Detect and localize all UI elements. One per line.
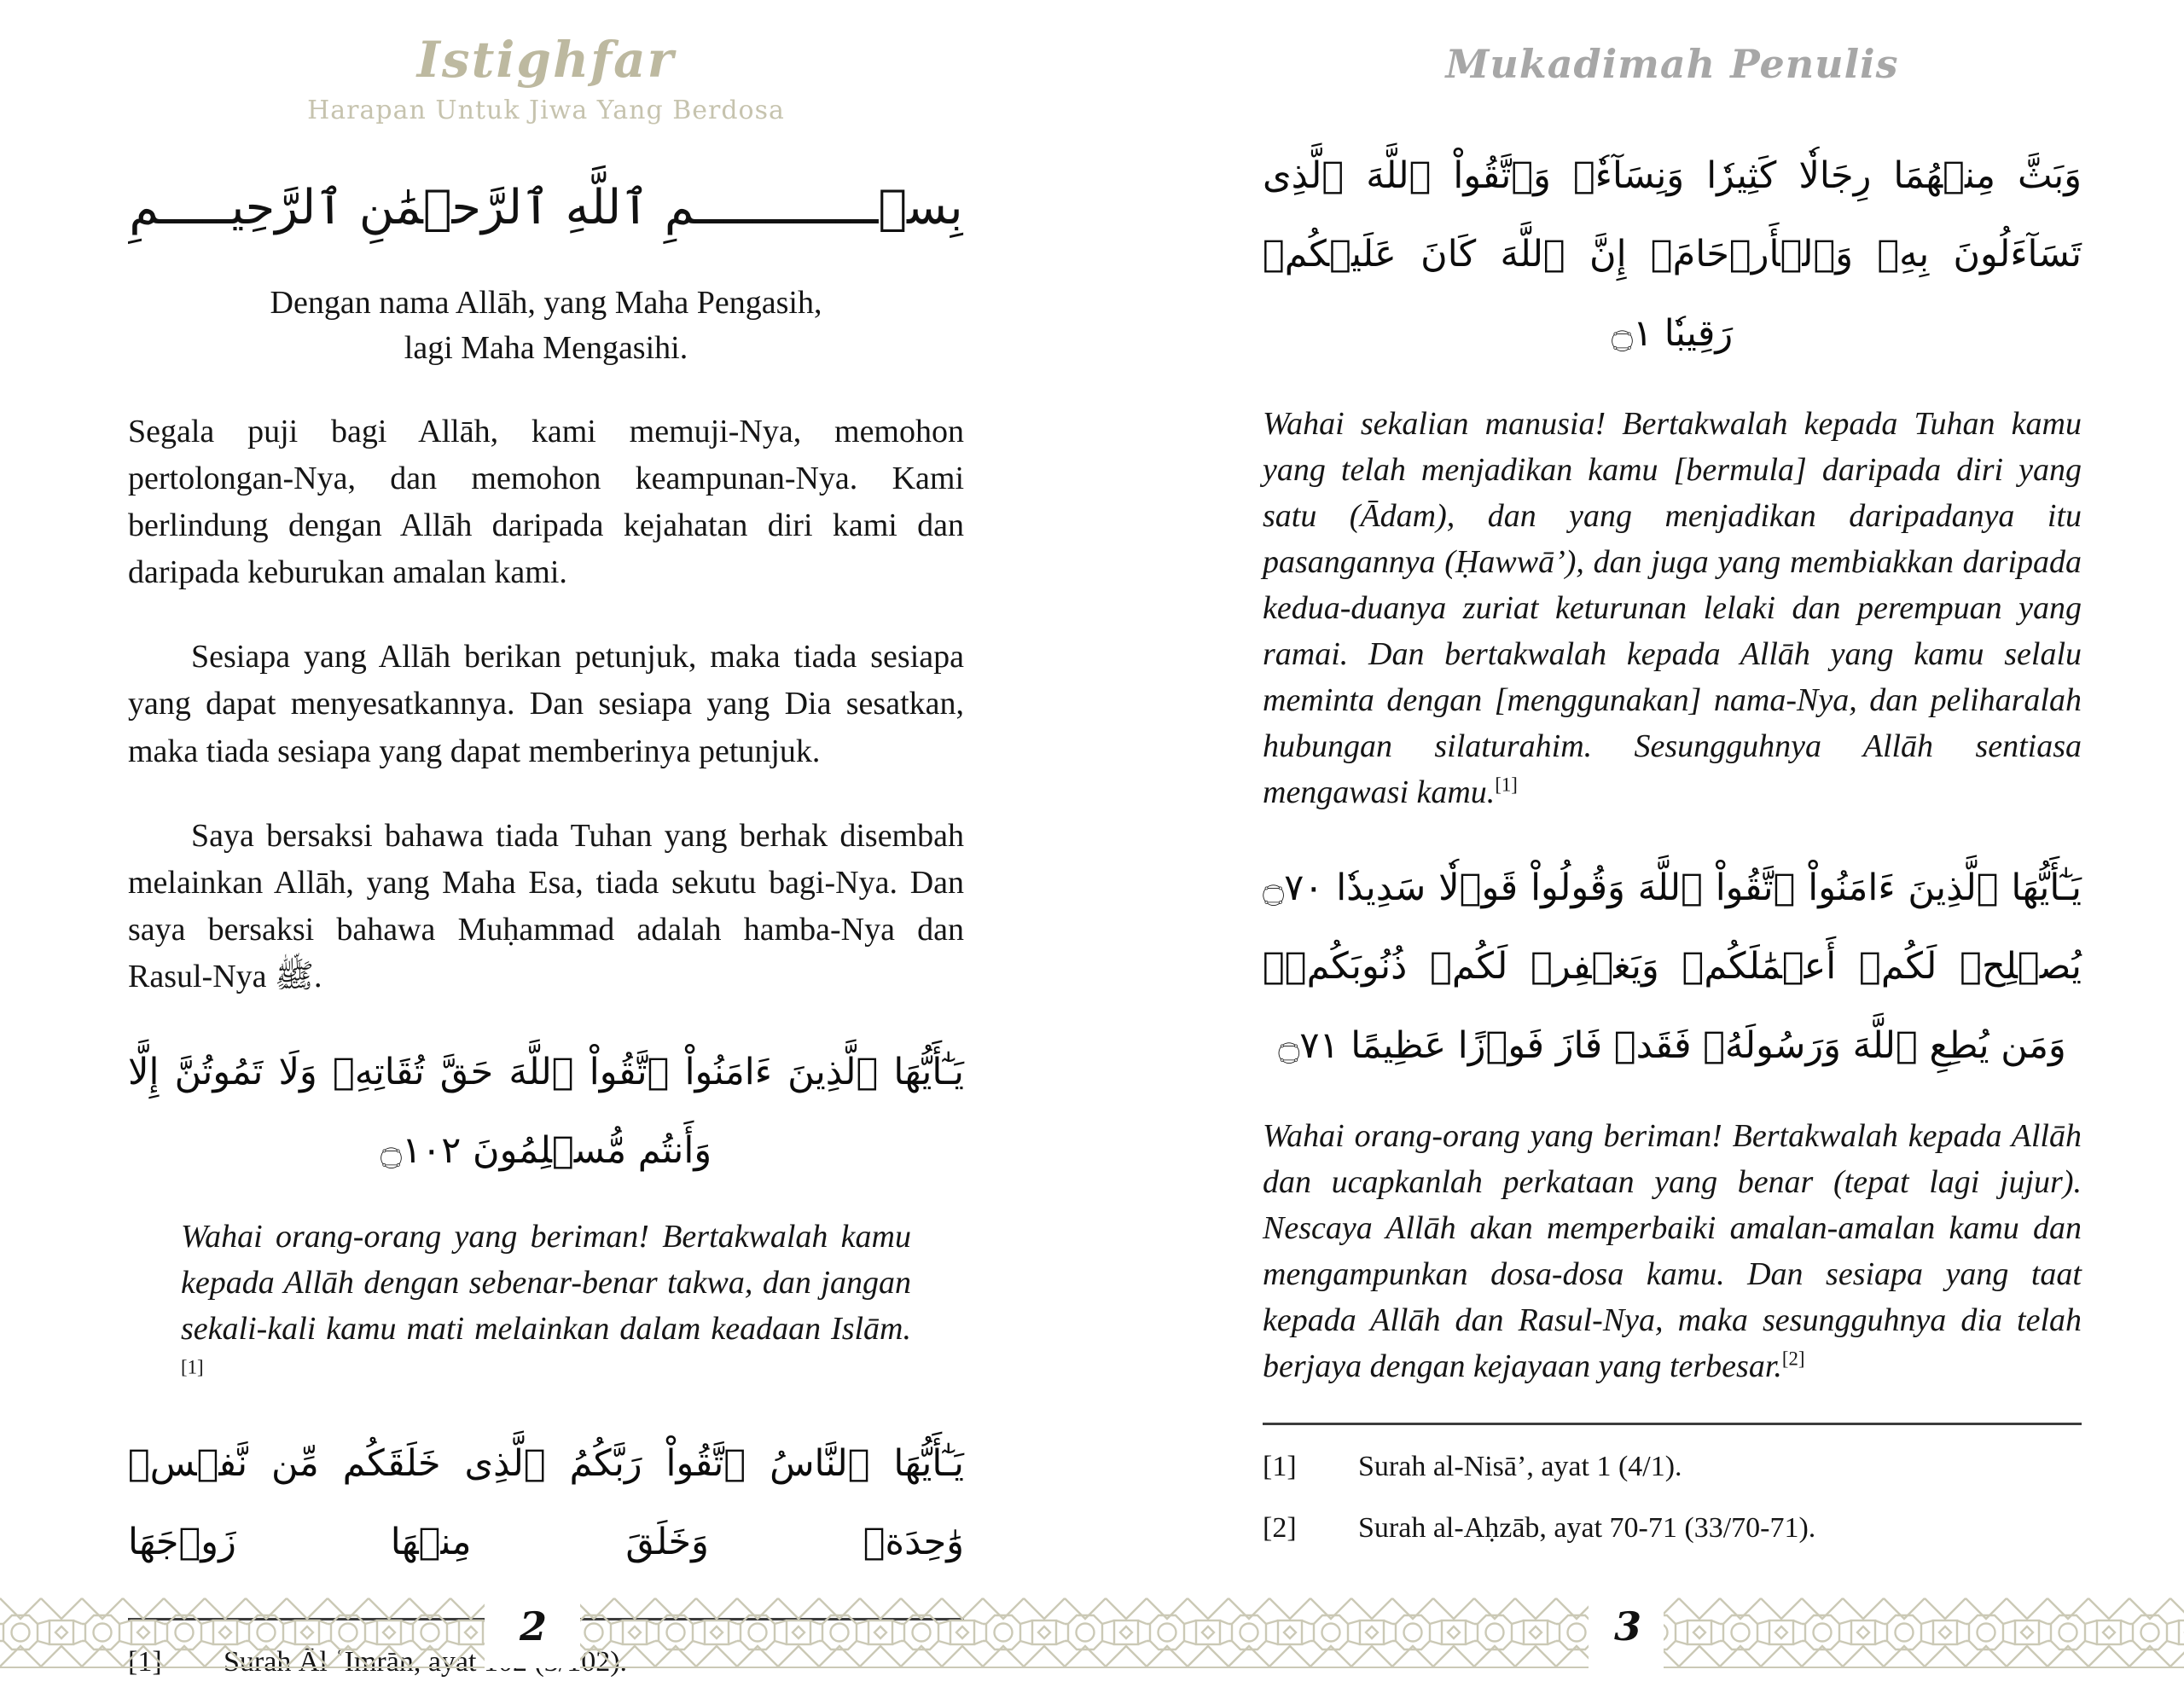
quran-verse-al-nisa-1-part1: يَـٰٓأَيُّهَا ٱلنَّاسُ ٱتَّقُواْ رَبَّكُمُ ٱلَّذِى خَلَقَكُم مِّن نَّفۡسٖ وَٰحِدَةٖ وَخَلَقَ مِنۡهَا زَوۡجَهَا [128,1441,964,1564]
basmalah-calligraphy: بِسۡـــــــــــــمِ ٱللَّهِ ٱلرَّحۡمَٰنِ ٱلرَّحِيـــــمِ [129,180,963,235]
quran-verse-al-ahzab-70-71: يَـٰٓأَيُّهَا ٱلَّذِينَ ءَامَنُواْ ٱتَّقُواْ ٱللَّهَ وَقُولُواْ قَوۡلٗا سَدِيدٗا ۝٧٠ يُصۡلِحۡ لَكُمۡ أَعۡمَٰلَكُمۡ وَيَغۡفِرۡ لَكُمۡ ذُنُوبَكُمۡۗ وَمَن يُطِعِ ٱللَّهَ وَرَسُولَهُۥ فَقَدۡ فَازَ فَوۡزًا عَظِيمًا ۝٧١ [1263,866,2082,1067]
footer-ornament-band [0,1597,2184,1668]
basmalah-translation [128,281,964,371]
footnote-marker: [1] [1263,1450,1297,1482]
page-number-right: 3 [1613,1603,1641,1649]
basmalah-translation-line1: Dengan nama Allāh, yang Maha Pengasih, [270,284,822,321]
footnote-marker: [2] [1263,1511,1297,1544]
basmalah-translation-line2: lagi Maha Mengasihi. [404,329,688,366]
translation-al-ahzab-70-71 [1263,1114,2082,1390]
footnote-reference-2: [2] [1781,1348,1805,1370]
left-page [128,0,964,1681]
paragraph-shahadah: Saya bersaksi bahawa tiada Tuhan yang berhak disembah melainkan Allāh, yang Maha Esa, tiada sekutu bagi-Nya. Dan saya bersaksi bahawa Muḥammad adalah hamba-Nya dan Rasul-Nya ﷺ. [128,817,964,994]
geometric-pattern-strip [0,1597,2184,1668]
footnote-separator-right [1263,1423,2082,1425]
book-subtitle: Harapan Untuk Jiwa Yang Berdosa [307,96,785,125]
footnote-reference-1: [1] [181,1356,204,1378]
translation-text: Wahai sekalian manusia! Bertakwalah kepada Tuhan kamu yang telah menjadikan kamu [bermula] daripada diri yang satu (Ādam), dan yang menjadikan daripadanya itu pasangannya (Ḥawwā’), dan juga yang membiakkan daripada kedua-duanya zuriat keturunan lelaki dan perempuan yang ramai. Dan bertakwalah kepada Allāh yang kamu selalu meminta dengan [menggunakan] nama-Nya, dan peliharalah hubungan silaturahim. Sesungguhnya Allāh sentiasa mengawasi kamu. [1263,406,2082,810]
footnote-text: Surah al-Nisā’, ayat 1 (4/1). [1358,1450,1682,1482]
translation-text: Wahai orang-orang yang beriman! Bertakwalah kamu kepada Allāh dengan sebenar-benar takwa, dan jangan sekali-kali kamu mati melainkan dalam keadaan Islām. [181,1218,911,1347]
footnote-text: Surah al-Aḥzāb, ayat 70-71 (33/70-71). [1358,1511,1816,1544]
translation-al-imran-102 [181,1215,911,1399]
translation-text: Wahai orang-orang yang beriman! Bertakwalah kepada Allāh dan ucapkanlah perkataan yang benar (tepat lagi jujur). Nescaya Allāh akan memperbaiki amalan-amalan kamu dan mengampunkan dosa-dosa kamu. Dan sesiapa yang taat kepada Allāh dan Rasul-Nya, maka sesungguhnya dia telah berjaya dengan kejayaan yang terbesar. [1263,1118,2082,1384]
chapter-header: Mukadimah Penulis [1445,41,1899,87]
right-page [1263,0,2082,1548]
footnote-right-2 [1263,1509,2082,1548]
paragraph-praise: Segala puji bagi Allāh, kami memuji-Nya, memohon pertolongan-Nya, dan memohon keampunan-Nya. Kami berlindung dengan Allāh daripada kejahatan diri kami dan daripada keburukan amalan kami. [128,413,964,591]
quran-verse-al-nisa-1-part2: وَبَثَّ مِنۡهُمَا رِجَالٗا كَثِيرٗا وَنِسَآءٗۚ وَٱتَّقُواْ ٱللَّهَ ٱلَّذِى تَسَآءَلُونَ بِهِۦ وَٱلۡأَرۡحَامَۚ إِنَّ ٱللَّهَ كَانَ عَلَيۡكُمۡ رَقِيبٗا ۝١ [1263,154,2082,355]
book-title: Istighfar [416,31,676,89]
quran-verse-al-imran-102: يَـٰٓأَيُّهَا ٱلَّذِينَ ءَامَنُواْ ٱتَّقُواْ ٱللَّهَ حَقَّ تُقَاتِهِۦ وَلَا تَمُوتُنَّ إِلَّا وَأَنتُم مُّسۡلِمُونَ ۝١٠٢ [128,1051,964,1173]
footnote-right-1 [1263,1447,2082,1487]
footnote-reference-1: [1] [1495,774,1518,796]
translation-al-nisa-1 [1263,402,2082,816]
paragraph-guidance: Sesiapa yang Allāh berikan petunjuk, maka tiada sesiapa yang dapat menyesatkannya. Dan sesiapa yang Dia sesatkan, maka tiada sesiapa yang dapat memberinya petunjuk. [128,639,964,769]
page-number-left: 2 [519,1603,547,1649]
